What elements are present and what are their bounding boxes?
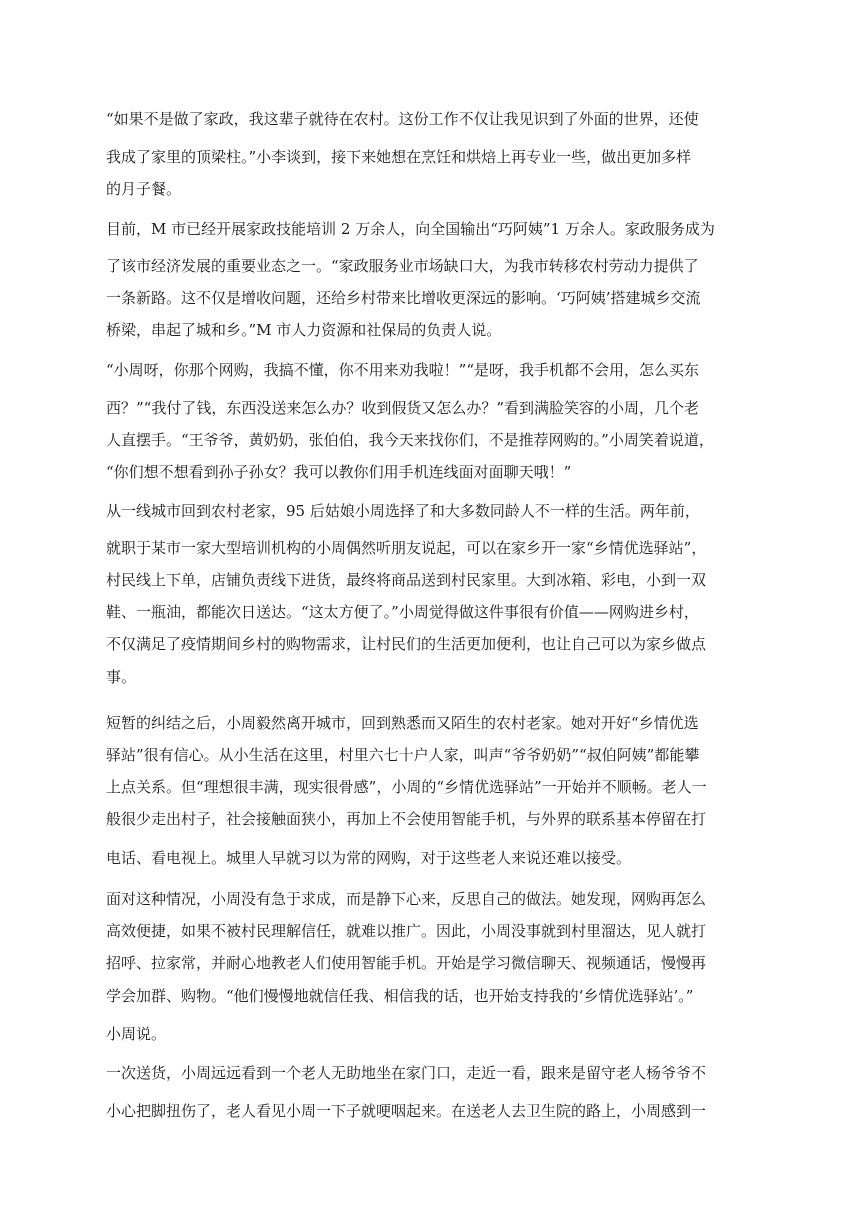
text-line: 高效便捷，如果不被村民理解信任，就难以推广。因此，小周没事就到村里溜达，见人就打 bbox=[106, 922, 707, 940]
text-line: 桥梁，串起了城和乡。”M 市人力资源和社保局的负责人说。 bbox=[106, 321, 502, 339]
text-line: 短暂的纠结之后，小周毅然离开城市，回到熟悉而又陌生的农村老家。她对开好“乡情优选 bbox=[106, 714, 699, 732]
text-line: 村民线上下单，店铺负责线下进货，最终将商品送到村民家里。大到冰箱、彩电，小到一双 bbox=[106, 571, 707, 589]
text-line: 不仅满足了疫情期间乡村的购物需求，让村民们的生活更加便利，也让自己可以为家乡做点 bbox=[106, 635, 707, 653]
text-line: 的月子餐。 bbox=[106, 180, 182, 198]
text-line: 学会加群、购物。“他们慢慢地就信任我、相信我的话，也开始支持我的‘乡情优选驿站’。” bbox=[106, 987, 694, 1005]
text-line: 就职于某市一家大型培训机构的小周偶然听朋友说起，可以在家乡开一家“乡情优选驿站”， bbox=[106, 539, 707, 557]
text-line: 电话、看电视上。城里人早就习以为常的网购，对于这些老人来说还难以接受。 bbox=[106, 849, 632, 867]
text-line: “小周呀，你那个网购，我搞不懂，你不用来劝我啦！”“是呀，我手机都不会用，怎么买东 bbox=[106, 361, 700, 379]
text-line: 了该市经济发展的重要业态之一。“家政服务业市场缺口大，为我市转移农村劳动力提供了 bbox=[106, 257, 699, 275]
text-line: 一条新路。这不仅是增收问题，还给乡村带来比增收更深远的影响。‘巧阿姨’搭建城乡交流 bbox=[106, 289, 701, 307]
text-line: 般很少走出村子，社会接触面狭小，再加上不会使用智能手机，与外界的联系基本停留在打 bbox=[106, 810, 707, 828]
text-line: 事。 bbox=[106, 668, 137, 686]
text-line: 小周说。 bbox=[106, 1025, 167, 1043]
text-line: 目前，M 市已经开展家政技能培训 2 万余人，向全国输出“巧阿姨”1 万余人。家政服务成为 bbox=[106, 220, 715, 238]
text-line: 招呼、拉家常，并耐心地教老人们使用智能手机。开始是学习微信聊天、视频通话，慢慢再 bbox=[106, 954, 707, 972]
text-line: 面对这种情况，小周没有急于求成，而是静下心来，反思自己的做法。她发现，网购再怎么 bbox=[106, 890, 707, 908]
text-line: 上点关系。但“理想很丰满，现实很骨感”，小周的“乡情优选驿站”一开始并不顺畅。老人一 bbox=[106, 778, 707, 796]
text-line: 驿站”很有信心。从小生活在这里，村里六七十户人家，叫声“爷爷奶奶”“叔伯阿姨”都能攀 bbox=[106, 746, 700, 764]
text-line: 一次送货，小周远远看到一个老人无助地坐在家门口，走近一看，跟来是留守老人杨爷爷不 bbox=[106, 1064, 707, 1082]
text-line: “如果不是做了家政，我这辈子就待在农村。这份工作不仅让我见识到了外面的世界，还使 bbox=[106, 110, 699, 128]
text-line: 我成了家里的顶梁柱。”小李谈到，接下来她想在烹饪和烘焙上再专业一些，做出更加多样 bbox=[106, 148, 692, 166]
text-line: 西？”“我付了钱，东西没送来怎么办？收到假货又怎么办？”看到满脸笑容的小周，几个老 bbox=[106, 399, 700, 417]
text-line: “你们想不想看到孙子孙女？我可以教你们用手机连线面对面聊天哦！” bbox=[106, 463, 572, 481]
text-line: 从一线城市回到农村老家，95 后姑娘小周选择了和大多数同龄人不一样的生活。两年前， bbox=[106, 502, 700, 520]
text-line: 小心把脚扭伤了，老人看见小周一下子就哽咽起来。在送老人去卫生院的路上，小周感到一 bbox=[106, 1102, 707, 1120]
text-line: 人直摆手。“王爷爷，黄奶奶，张伯伯，我今天来找你们，不是推荐网购的。”小周笑着说道， bbox=[106, 431, 714, 449]
text-line: 鞋、一瓶油，都能次日送达。“这太方便了。”小周觉得做这件事很有价值——网购进乡村， bbox=[106, 603, 699, 621]
